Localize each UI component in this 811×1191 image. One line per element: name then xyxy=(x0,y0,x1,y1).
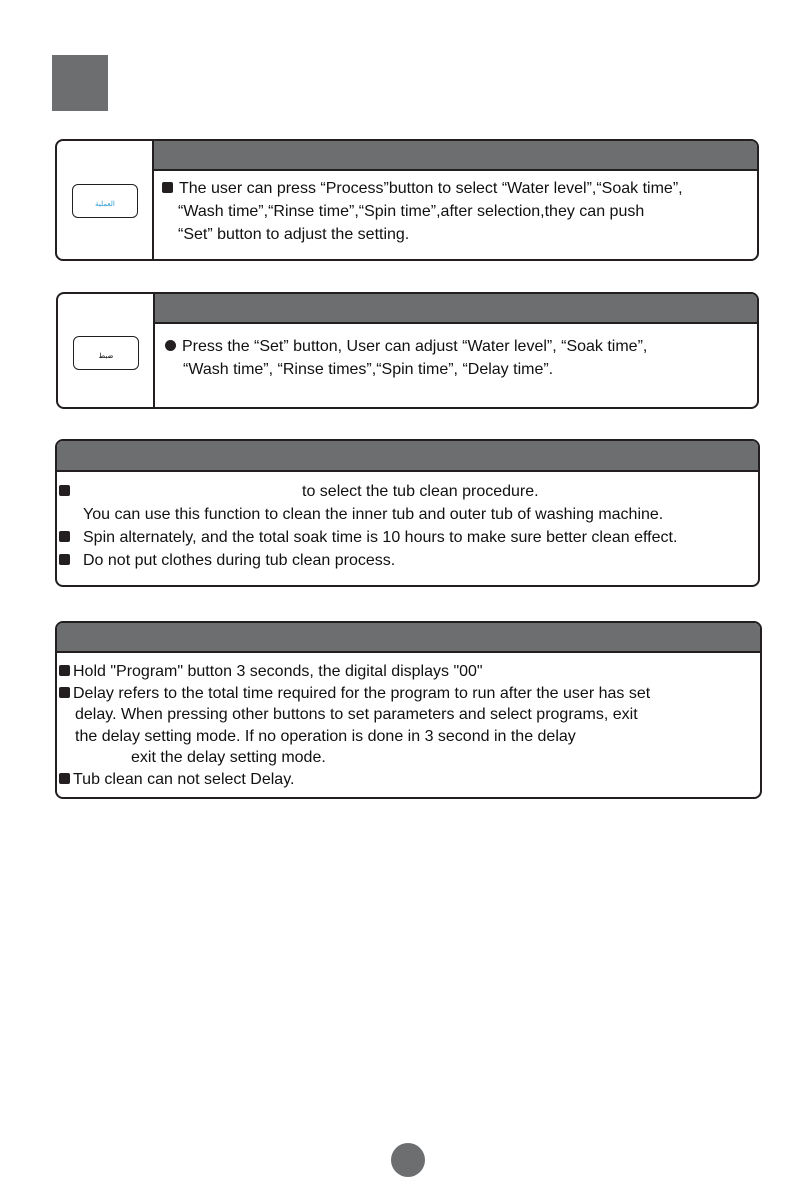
bullet-icon xyxy=(59,554,70,565)
line: exit the delay setting mode. xyxy=(131,749,326,766)
set-icon-column xyxy=(58,294,155,407)
section-marker xyxy=(52,55,108,111)
bullet-icon xyxy=(59,665,70,676)
delay-box xyxy=(55,621,762,799)
line: “Wash time”, “Rinse times”,“Spin time”, “Delay time”. xyxy=(183,361,554,378)
bullet-icon xyxy=(59,687,70,698)
tub-clean-text xyxy=(59,480,677,572)
bullet-icon xyxy=(162,182,173,193)
process-button-icon: العملية xyxy=(72,184,138,218)
line: the delay setting mode. If no operation is done in 3 second in the delay xyxy=(75,727,576,745)
line: “Set” button to adjust the setting. xyxy=(178,226,410,243)
line: delay. When pressing other buttons to set parameters and select programs, exit xyxy=(75,706,638,723)
tub-clean-header xyxy=(57,441,758,472)
set-button-icon: ضبط xyxy=(73,336,139,370)
bullet-icon xyxy=(165,340,176,351)
process-box xyxy=(55,139,759,261)
line: Delay refers to the total time required for the program to run after the user has set xyxy=(73,684,651,702)
bullet-icon xyxy=(59,531,70,542)
set-text xyxy=(165,335,647,381)
line: Press the “Set” button, User can adjust “Water level”, “Soak time”, xyxy=(182,338,648,355)
line: The user can press “Process”button to select “Water level”,“Soak time”, xyxy=(179,180,683,197)
line: “Wash time”,“Rinse time”,“Spin time”,after selection,they can push xyxy=(178,203,645,220)
set-header xyxy=(155,294,757,324)
set-box xyxy=(56,292,759,409)
delay-text xyxy=(59,661,650,790)
line: Do not put clothes during tub clean process. xyxy=(83,552,396,569)
bullet-icon xyxy=(59,773,70,784)
line: to select the tub clean procedure. xyxy=(302,483,539,500)
line: Spin alternately, and the total soak time is 10 hours to make sure better clean effect. xyxy=(83,529,678,546)
tub-clean-box xyxy=(55,439,760,587)
process-text xyxy=(162,177,683,246)
bullet-icon xyxy=(59,485,70,496)
delay-header xyxy=(57,623,760,653)
page-number-marker xyxy=(391,1143,425,1177)
process-icon-column xyxy=(57,141,154,259)
line: You can use this function to clean the inner tub and outer tub of washing machine. xyxy=(83,506,664,523)
process-header xyxy=(154,141,757,171)
line: Hold "Program" button 3 seconds, the digital displays "00" xyxy=(73,663,483,680)
line: Tub clean can not select Delay. xyxy=(73,770,295,788)
